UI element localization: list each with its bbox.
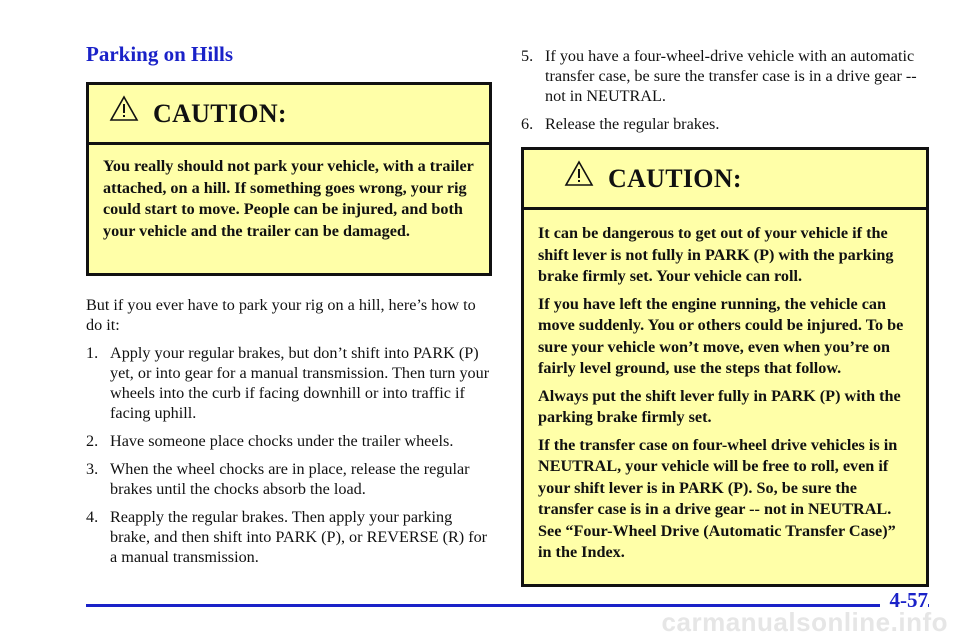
step-number: 6. bbox=[521, 115, 534, 133]
list-item bbox=[521, 114, 931, 134]
caution-paragraph: You really should not park your vehicle, with a trailer attached, on a hill. If something goes wrong, your rig could start to move. People can be injured, and both your vehicle and the trailer can be damaged. bbox=[103, 157, 474, 240]
step-number: 4. bbox=[86, 508, 99, 526]
list-item bbox=[86, 459, 496, 499]
caution-paragraph: It can be dangerous to get out of your vehicle if the shift lever is not fully in PARK (P) with the parking brake firmly set. Your vehicle can roll. bbox=[538, 224, 894, 285]
step-text: Have someone place chocks under the trailer wheels. bbox=[110, 432, 454, 450]
step-number: 1. bbox=[86, 344, 99, 362]
page-number: 4-57 bbox=[880, 588, 929, 613]
warning-triangle-icon bbox=[564, 160, 594, 192]
caution-paragraph: If you have left the engine running, the vehicle can move suddenly. You or others could be injured. To be sure your vehicle won’t move, even when you’re on fairly level ground, use the steps that follow. bbox=[538, 294, 904, 377]
step-number: 3. bbox=[86, 460, 99, 478]
warning-triangle-icon bbox=[109, 95, 139, 127]
step-number: 5. bbox=[521, 47, 534, 65]
step-text: When the wheel chocks are in place, release the regular brakes until the chocks absorb the load. bbox=[110, 460, 470, 498]
caution-title: CAUTION: bbox=[608, 163, 742, 193]
caution-header bbox=[89, 85, 489, 145]
caution-box-trailer-on-hill bbox=[86, 82, 492, 276]
step-text: Release the regular brakes. bbox=[545, 115, 720, 133]
page-title: Parking on Hills bbox=[86, 42, 234, 66]
caution-body bbox=[524, 210, 926, 564]
list-item bbox=[86, 431, 496, 451]
intro-paragraph: But if you ever have to park your rig on a hill, here’s how to do it: bbox=[86, 296, 476, 334]
list-item bbox=[86, 343, 496, 423]
list-item bbox=[521, 46, 931, 106]
step-text: If you have a four-wheel-drive vehicle with an automatic transfer case, be sure the transfer case is in a drive gear -- not in NEUTRAL. bbox=[545, 47, 917, 105]
step-text: Reapply the regular brakes. Then apply your parking brake, and then shift into PARK (P), or REVERSE (R) for a manual transmission. bbox=[110, 508, 488, 566]
step-number: 2. bbox=[86, 432, 99, 450]
caution-paragraph: Always put the shift lever fully in PARK (P) with the parking brake firmly set. bbox=[538, 386, 901, 426]
caution-body bbox=[89, 145, 489, 242]
caution-header bbox=[524, 150, 926, 210]
list-item bbox=[86, 507, 496, 567]
caution-box-vehicle-roll bbox=[521, 147, 929, 587]
caution-title: CAUTION: bbox=[153, 98, 287, 128]
step-text: Apply your regular brakes, but don’t shift into PARK (P) yet, or into gear for a manual transmission. Then turn your wheels into the curb if facing downhill or into traffic if facing uphill. bbox=[110, 344, 490, 422]
steps-list-right bbox=[521, 46, 931, 142]
caution-paragraph: If the transfer case on four-wheel drive vehicles is in NEUTRAL, your vehicle will be free to roll, even if your shift lever is in PARK (P). So, be sure the transfer case is in a drive gear -- not in NEUTRAL. See “Four-Wheel Drive (Automatic Transfer Case)” in the Index. bbox=[538, 435, 898, 561]
watermark: carmanualsonline.info bbox=[661, 607, 948, 637]
steps-list-left bbox=[86, 343, 496, 575]
